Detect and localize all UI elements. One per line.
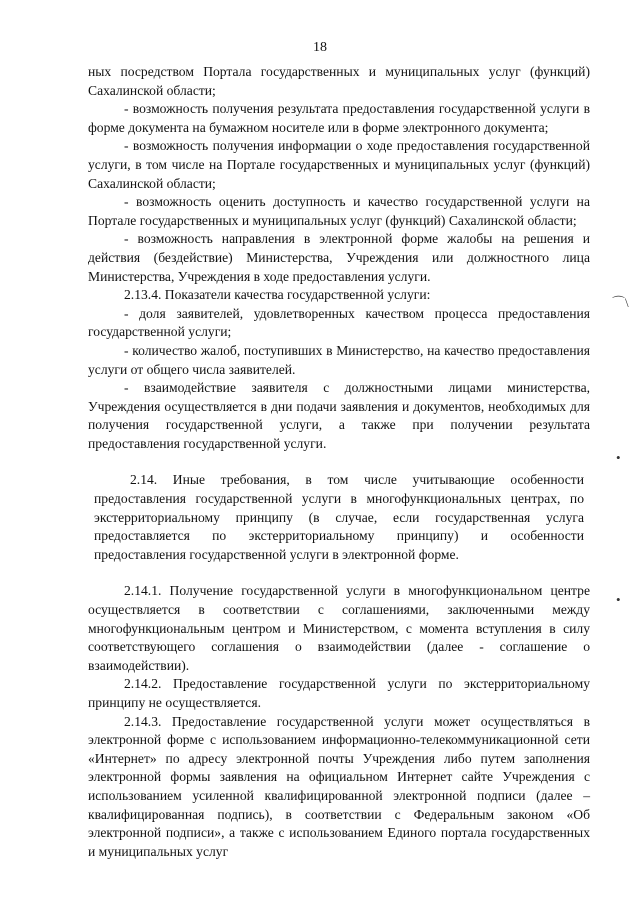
paragraph: - возможность получения информации о ходе предоставления государственной услуги, в том числе на Портале государственных и муниципальных услуг (функций) Сахалинской области; xyxy=(88,138,590,191)
page-number: 18 xyxy=(313,40,327,55)
paragraph: 2.14.2. Предоставление государственной услуги по экстерриториальному принципу не осуществляется. xyxy=(88,676,590,710)
paragraph: 2.13.4. Показатели качества государственной услуги: xyxy=(124,287,431,303)
scan-mark: • xyxy=(616,450,621,465)
paragraph: - взаимодействие заявителя с должностными лицами министерства, Учреждения осуществляется в дни подачи заявления и документов, необходимых для получения государственной услуги, а также при получении результата предоставления государственной услуги. xyxy=(88,380,590,451)
section-heading: 2.14. Иные требования, в том числе учитывающие особенности предоставления государственной услуги в многофункциональных центрах, по экстерриториальному принципу (в случае, если государственная услуга предоставляется по экстерриториальному принципу) и особенности предоставления государственной услуги в электронной форме. xyxy=(94,472,584,562)
scan-mark: ⌒\ xyxy=(612,295,629,310)
paragraph: 2.14.1. Получение государственной услуги в многофункциональном центре осуществляется в соответствии с соглашениями, заключенными между многофункциональным центром и Министерством, с момента вступления в силу соответствующего соглашения о взаимодействии (далее - соглашение о взаимодействии). xyxy=(88,583,590,673)
paragraph: ных посредством Портала государственных и муниципальных услуг (функций) Сахалинской области; xyxy=(88,64,590,98)
paragraph: - количество жалоб, поступивших в Министерство, на качество предоставления услуги от общего числа заявителей. xyxy=(88,342,590,377)
document-body xyxy=(88,63,590,861)
paragraph: - возможность оценить доступность и качество государственной услуги на Портале государственных и муниципальных услуг (функций) Сахалинской области; xyxy=(88,194,590,228)
scan-mark: • xyxy=(616,592,621,607)
paragraph: - возможность получения результата предоставления государственной услуги в форме документа на бумажном носителе или в форме электронного документа; xyxy=(88,101,590,135)
paragraph: - возможность направления в электронной форме жалобы на решения и действия (бездействие) Министерства, Учреждения или должностного лица Министерства, Учреждения в ходе предоставления услуги. xyxy=(88,231,590,284)
paragraph: - доля заявителей, удовлетворенных качеством процесса предоставления государственной услуги; xyxy=(88,305,590,340)
paragraph: 2.14.3. Предоставление государственной услуги может осуществляться в электронной форме с использованием информационно-телекоммуникационной сети «Интернет» по адресу электронной почты Учреждения либо путем заполнения электронной формы заявления на официальном Интернет сайте Учреждения с использованием усиленной квалифицированной электронной подписи (далее – квалифицированная подпись), в соответствии с Федеральным законом «Об электронной подписи», а также с использованием Единого портала государственных и муниципальных услуг xyxy=(88,713,590,859)
